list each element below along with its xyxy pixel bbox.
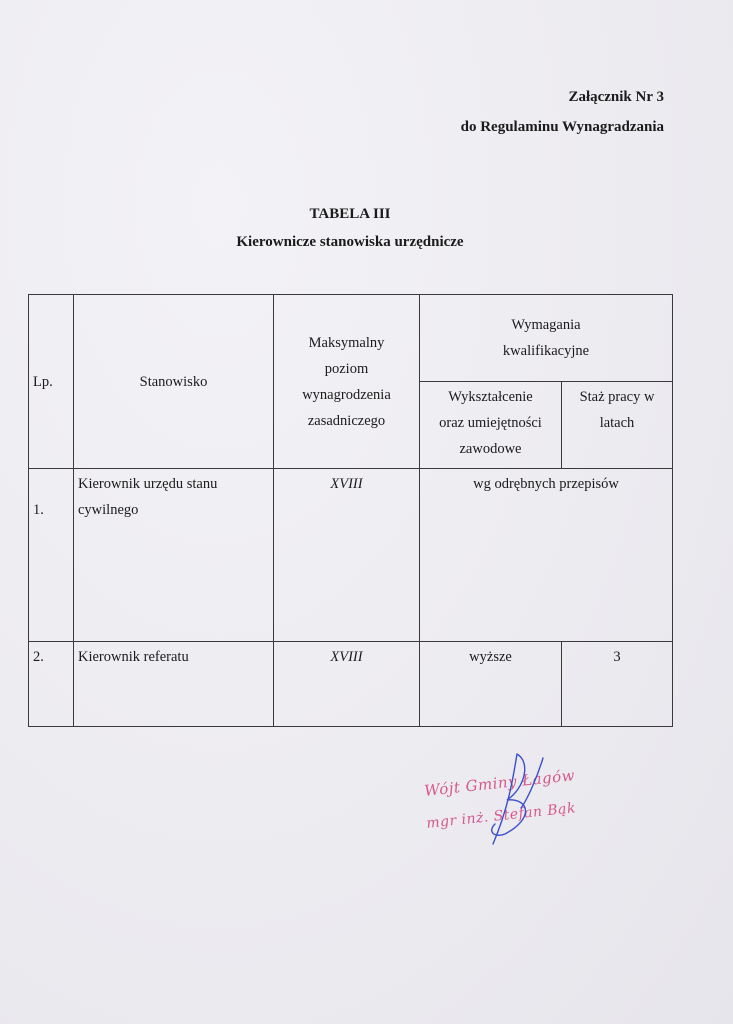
header-position: Stanowisko: [74, 295, 274, 469]
header-max-level-line: poziom: [324, 360, 369, 377]
row-position-line: cywilnego: [78, 502, 139, 518]
table-subtitle: Kierownicze stanowiska urzędnicze: [236, 234, 464, 250]
header-max-level-line: zasadniczego: [307, 412, 386, 429]
row-requirements: wg odrębnych przepisów: [420, 469, 673, 642]
header-education-line: Wykształcenie: [448, 389, 533, 405]
row-position-line: Kierownik referatu: [78, 649, 189, 665]
header-max-level-line: wynagrodzenia: [302, 386, 391, 403]
header-lp: Lp.: [29, 295, 74, 469]
header-education-line: oraz umiejętności: [439, 415, 542, 431]
row-position: [74, 469, 274, 642]
row-lp: 1.: [29, 469, 74, 642]
handwritten-signature: [465, 748, 575, 858]
annex-reference: do Regulaminu Wynagradzania: [460, 119, 664, 135]
header-requirements: [420, 295, 673, 382]
table-row: [29, 469, 673, 642]
header-requirements-line: kwalifikacyjne: [502, 343, 590, 359]
table-title: TABELA III: [309, 206, 391, 222]
row-lp: 2.: [29, 642, 74, 727]
row-education: wyższe: [420, 642, 562, 727]
header-experience: [562, 382, 673, 469]
stamp-office-line: Wójt Gminy Łagów: [423, 766, 576, 800]
header-education: [420, 382, 562, 469]
annex-number: Załącznik Nr 3: [568, 89, 664, 105]
header-experience-line: latach: [599, 415, 635, 431]
header-requirements-line: Wymagania: [511, 317, 581, 333]
stamp-name-line: mgr inż. Stefan Bąk: [425, 800, 577, 832]
header-experience-line: Staż pracy w: [579, 389, 655, 405]
header-max-level: [274, 295, 420, 469]
positions-table: [28, 294, 673, 727]
header-education-line: zawodowe: [459, 441, 522, 457]
row-position: [74, 642, 274, 727]
row-level: XVIII: [274, 469, 420, 642]
table-row: [29, 642, 673, 727]
header-max-level-line: Maksymalny: [308, 334, 385, 351]
row-position-line: Kierownik urzędu stanu: [78, 476, 218, 492]
row-level: XVIII: [274, 642, 420, 727]
row-experience: 3: [562, 642, 673, 727]
